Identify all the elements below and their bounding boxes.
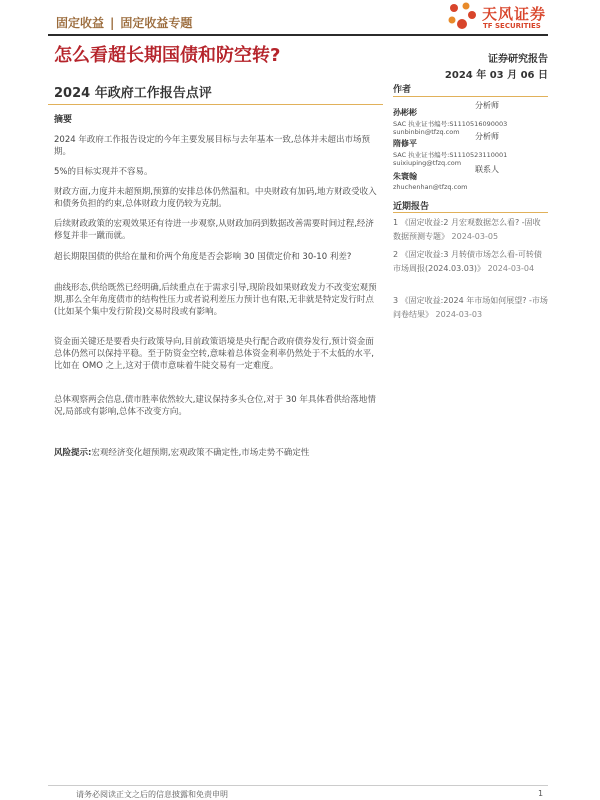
footer-disclaimer: 请务必阅读正文之后的信息披露和免责申明 xyxy=(76,790,228,799)
header-category: 固定收益 xyxy=(56,16,105,30)
author-card xyxy=(393,164,548,191)
author-role: 分析师 xyxy=(475,101,499,110)
author-name: 隋修平 xyxy=(393,139,417,148)
author-email[interactable]: zhuchenhan@tfzq.com xyxy=(393,183,468,191)
report-subtitle: 2024 年政府工作报告点评 xyxy=(54,86,212,101)
header-subcategory: 固定收益专题 xyxy=(120,16,193,30)
risk-text: 宏观经济变化超预期,宏观政策不确定性,市场走势不确定性 xyxy=(91,448,310,458)
subtitle-divider xyxy=(48,104,383,105)
report-title: 怎么看超长期国债和防空转? xyxy=(54,45,281,66)
related-report-date: 2024-03-03 xyxy=(435,310,483,319)
author-cert: SAC 执业证书编号:S1110516090003 xyxy=(393,120,508,128)
footer-divider xyxy=(48,785,548,786)
logo-mark-icon xyxy=(446,2,478,32)
risk-label: 风险提示: xyxy=(54,448,92,458)
related-report-item[interactable] xyxy=(393,216,548,244)
author-email[interactable]: suixiuping@tfzq.com xyxy=(393,159,462,167)
related-report-item[interactable] xyxy=(393,294,548,322)
author-email[interactable]: sunbinbin@tfzq.com xyxy=(393,128,460,136)
report-date: 2024 年 03 月 06 日 xyxy=(444,70,548,81)
abstract-paragraph-8: 总体观察两会信息,债市胜率依然较大,建议保持多头仓位,对于 30 年具体看供给落地情况,局部或有影响,总体不改变方向。 xyxy=(54,395,376,417)
authors-heading-text: 作者 xyxy=(393,85,412,95)
authors-divider xyxy=(393,96,548,97)
author-role: 分析师 xyxy=(475,132,499,141)
company-logo xyxy=(446,2,558,34)
abstract-heading-text: 摘要 xyxy=(54,115,73,125)
related-report-date: 2024-03-05 xyxy=(451,232,499,241)
author-role: 联系人 xyxy=(475,165,499,174)
abstract-paragraph-6: 曲线形态,供给既然已经明确,后续重点在于需求引导,现阶段如果财政发力不改变宏观预期,那么全年角度债市的结构性压力或者说利差压力预计也有限,无非就是特定发行时点(比如某个集中发行阶段)交易时段或有影响。 xyxy=(54,283,377,317)
related-report-date: 2024-03-04 xyxy=(487,264,535,273)
header-divider xyxy=(48,34,548,36)
related-divider xyxy=(393,212,548,213)
header-breadcrumb xyxy=(56,14,192,31)
report-type: 证券研究报告 xyxy=(488,54,548,65)
abstract-paragraph-5: 超长期限国债的供给在量和价两个角度是否会影响 30 国债定价和 30-10 利差? xyxy=(54,252,352,262)
abstract-paragraph-3: 财政方面,力度并未超预期,预算的安排总体仍然温和。中央财政有加码,地方财政受收入和债务负担的约束,总体财政力度仍较为克制。 xyxy=(54,187,377,209)
risk-warning xyxy=(54,447,378,459)
author-cert: SAC 执业证书编号:S1110523110001 xyxy=(393,151,508,159)
related-report-item[interactable] xyxy=(393,248,548,276)
abstract-paragraph-4: 后续财政政策的宏观效果还有待进一步观察,从财政加码到数据改善需要时间过程,经济修复并非一蹴而就。 xyxy=(54,219,374,241)
logo-name: 天风证券 xyxy=(482,5,547,23)
author-name: 孙彬彬 xyxy=(393,108,417,117)
related-heading-text: 近期报告 xyxy=(393,202,430,212)
author-name: 朱寰翰 xyxy=(393,172,417,181)
header-separator: | xyxy=(110,16,115,30)
author-card xyxy=(393,131,548,167)
related-report-title[interactable]: 3 《固定收益:2024 年市场如何展望? -市场问卷结果》 xyxy=(393,296,548,319)
page-number: 1 xyxy=(538,789,544,798)
related-heading xyxy=(393,199,548,212)
related-report-title[interactable]: 1 《固定收益:2 月宏观数据怎么看? -固收数据预测专题》 xyxy=(393,218,541,241)
abstract-heading xyxy=(54,114,378,126)
logo-sub: TF SECURITIES xyxy=(483,22,541,30)
abstract-paragraph-7: 资金面关键还是要看央行政策导向,目前政策语境是央行配合政府债券发行,预计资金面总体仍然可以保持平稳。至于防资金空转,意味着总体资金利率仍然处于不太低的水平,比如在 OMO 之上,这对于债市意味着牛陡交易有一定难度。 xyxy=(54,337,374,371)
abstract-paragraph-2: 5%的目标实现并不容易。 xyxy=(54,167,153,177)
abstract-paragraph-1: 2024 年政府工作报告设定的今年主要发展目标与去年基本一致,总体并未超出市场预期。 xyxy=(54,135,371,157)
authors-heading xyxy=(393,82,548,95)
related-report-title[interactable]: 2 《固定收益:3 月转债市场怎么看-可转债市场周报(2024.03.03)》 xyxy=(393,250,542,273)
